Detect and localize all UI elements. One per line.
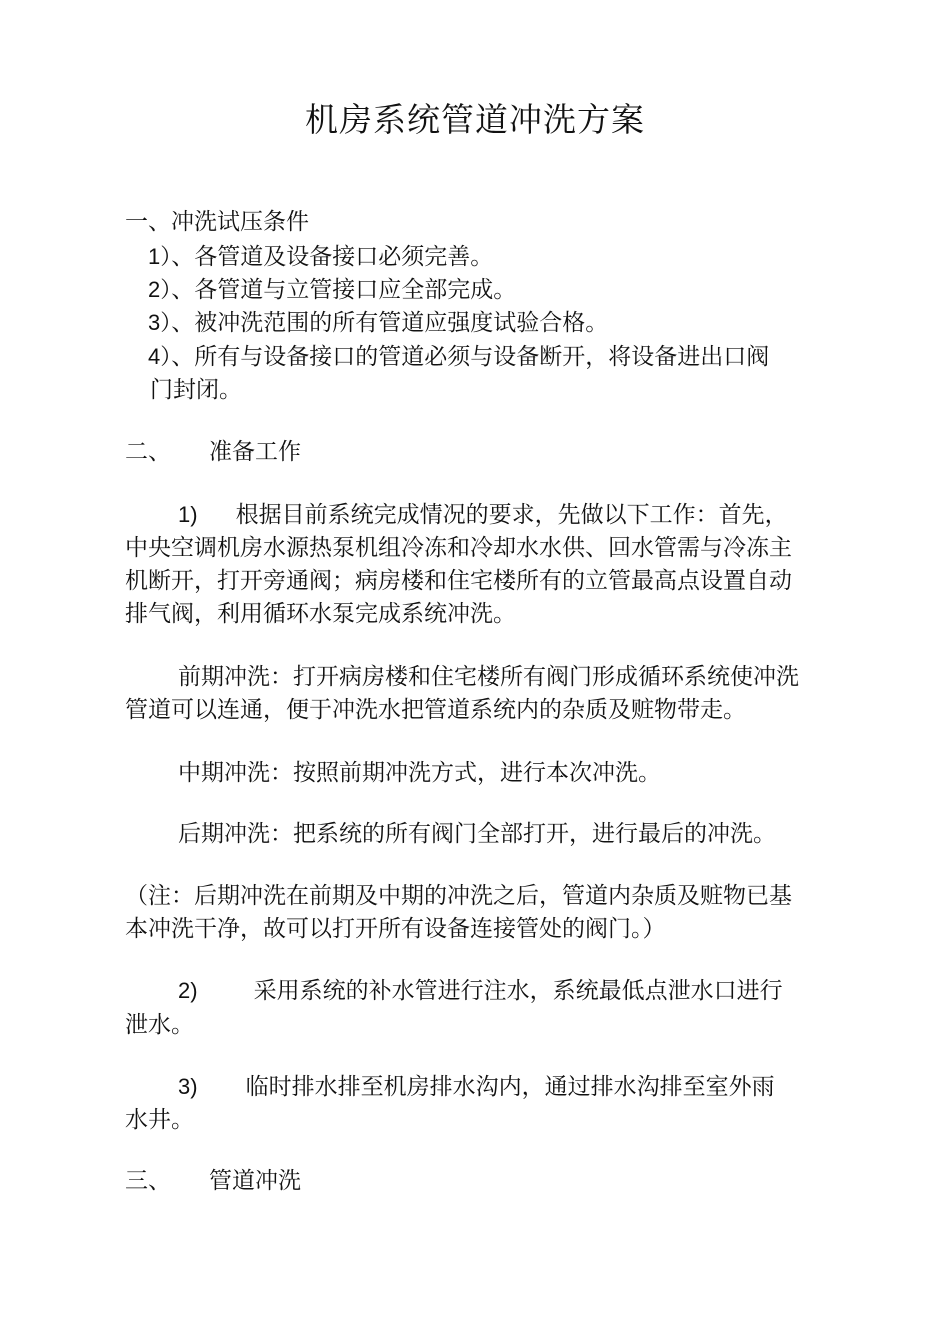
section-1-item-4-continued: 门封闭。 xyxy=(150,377,242,403)
paragraph-text: 采用系统的补水管进行注水，系统最低点泄水口进行 xyxy=(253,978,783,1004)
section-1-item-4 xyxy=(148,341,769,373)
item-text: 、各管道与立管接口应全部完成。 xyxy=(171,277,517,303)
paragraph-text: 临时排水排至机房排水沟内，通过排水沟排至室外雨 xyxy=(245,1074,775,1100)
heading-number: 三、 xyxy=(125,1168,171,1194)
section-2-heading xyxy=(125,436,301,468)
paragraph-text: 根据目前系统完成情况的要求，先做以下工作：首先， xyxy=(235,502,788,528)
early-flush-line-1: 前期冲洗：打开病房楼和住宅楼所有阀门形成循环系统使冲洗 xyxy=(178,664,799,690)
late-flush: 后期冲洗：把系统的所有阀门全部打开，进行最后的冲洗。 xyxy=(178,821,776,847)
item-number: 2） xyxy=(148,277,172,302)
heading-number: 二、 xyxy=(125,439,171,465)
paragraph-2-line-1 xyxy=(178,975,783,1007)
item-text: 、所有与设备接口的管道必须与设备断开，将设备进出口阀 xyxy=(171,344,770,370)
item-number: 3） xyxy=(148,310,172,335)
section-1-item-2 xyxy=(148,274,516,306)
paragraph-number: 1) xyxy=(178,502,198,527)
paragraph-1-line-1 xyxy=(178,499,788,531)
note-line-2: 本冲洗干净，故可以打开所有设备连接管处的阀门。） xyxy=(125,916,666,942)
item-number: 1） xyxy=(148,244,172,269)
paragraph-number: 3) xyxy=(178,1074,198,1099)
section-1-item-1 xyxy=(148,241,493,273)
early-flush-line-2: 管道可以连通，便于冲洗水把管道系统内的杂质及赃物带走。 xyxy=(125,697,746,723)
document-title: 机房系统管道冲洗方案 xyxy=(305,100,645,139)
paragraph-2-line-2: 泄水。 xyxy=(125,1012,194,1038)
heading-text: 管道冲洗 xyxy=(209,1168,301,1194)
section-1-item-3 xyxy=(148,307,608,339)
heading-text: 准备工作 xyxy=(209,439,301,465)
section-1-heading: 一、冲洗试压条件 xyxy=(125,209,309,235)
middle-flush: 中期冲洗：按照前期冲洗方式，进行本次冲洗。 xyxy=(178,760,661,786)
paragraph-3-line-1 xyxy=(178,1071,775,1103)
paragraph-number: 2) xyxy=(178,978,198,1003)
item-text: 、各管道及设备接口必须完善。 xyxy=(171,244,494,270)
note-line-1: （注：后期冲洗在前期及中期的冲洗之后，管道内杂质及赃物已基 xyxy=(125,883,792,909)
paragraph-1-line-3: 机断开，打开旁通阀；病房楼和住宅楼所有的立管最高点设置自动 xyxy=(125,568,792,594)
item-text: 、被冲洗范围的所有管道应强度试验合格。 xyxy=(171,310,609,336)
paragraph-1-line-4: 排气阀，利用循环水泵完成系统冲洗。 xyxy=(125,601,516,627)
paragraph-3-line-2: 水井。 xyxy=(125,1107,194,1133)
paragraph-1-line-2: 中央空调机房水源热泵机组冷冻和冷却水水供、回水管需与冷冻主 xyxy=(125,535,792,561)
section-3-heading xyxy=(125,1165,301,1197)
item-number: 4） xyxy=(148,344,172,369)
